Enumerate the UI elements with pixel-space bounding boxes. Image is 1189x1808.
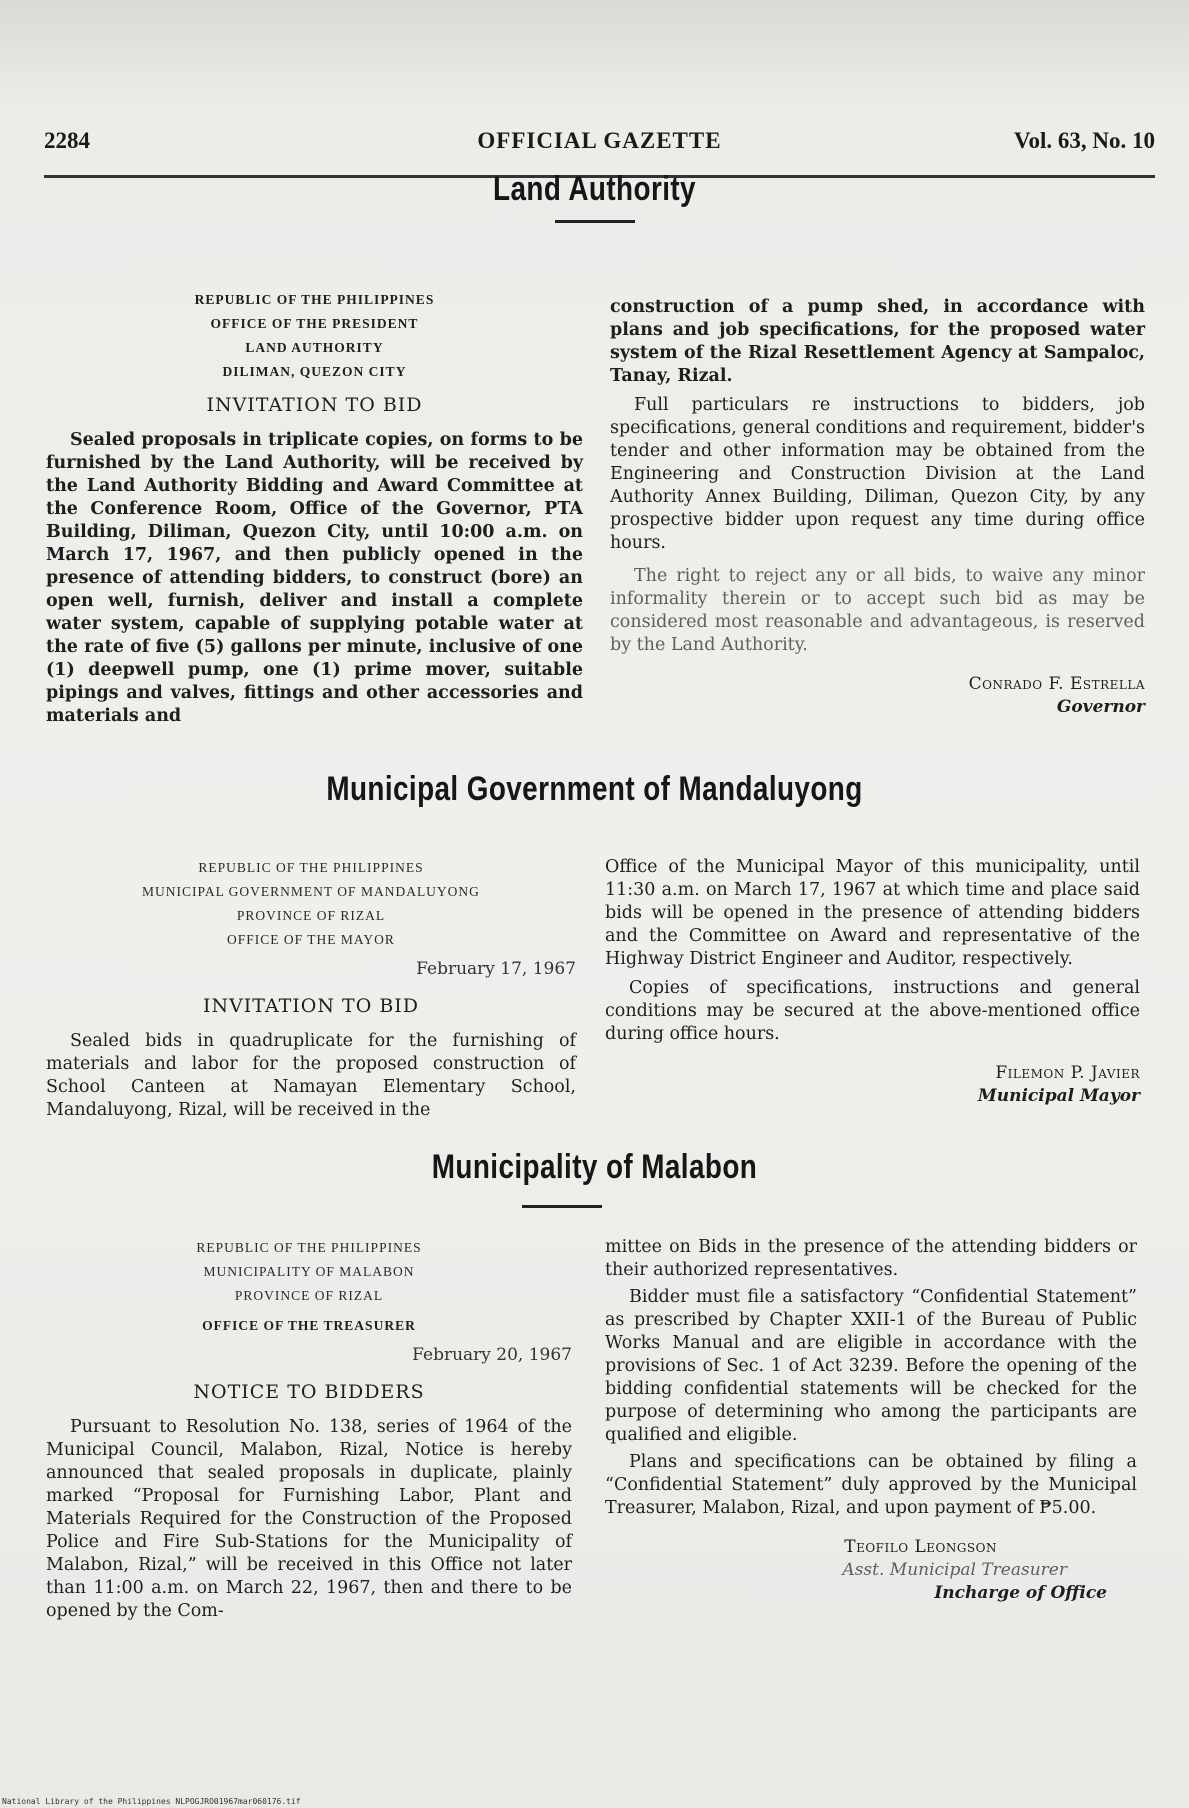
issuer-line: REPUBLIC OF THE PHILIPPINES: [194, 292, 435, 307]
notice-paragraph: Sealed proposals in triplicate copies, on forms to be furnished by the Land Authority, will be received by the Land Authority Bidding and Award Committee at the Conference Room, Office of the Governor, PTA Building, Diliman, Quezon City, until 10:00 a.m. on March 17, 1967, and then publicly opened in the presence of attending bidders, to construct (bore) an open well, furnish, deliver and install a complete water system, capable of supplying potable water at the rate of five (5) gallons per minute, inclusive of one (1) deepwell pump, one (1) prime mover, suitable pipings and valves, fittings and other accessories and materials and: [46, 430, 583, 726]
running-head: [44, 128, 1155, 162]
signatory-name: Conrado F. Estrella: [968, 674, 1145, 694]
issuer-line: DILIMAN, QUEZON CITY: [222, 364, 407, 379]
notice-paragraph: mittee on Bids in the presence of the attending bidders or their authorized representatives.: [605, 1237, 1137, 1280]
mandaluyong-title: Municipal Government of Mandaluyong: [326, 770, 863, 808]
land-authority-left-column: [46, 288, 583, 728]
issuer-line: REPUBLIC OF THE PHILIPPINES: [198, 860, 424, 875]
notice-paragraph: Sealed bids in quadruplicate for the furnishing of materials and labor for the proposed construction of School Canteen at Namayan Elementary School, Mandaluyong, Rizal, will be received in the: [46, 1031, 576, 1120]
notice-title: INVITATION TO BID: [202, 995, 420, 1017]
signatory-title: Governor: [1056, 697, 1145, 717]
issuer-line: OFFICE OF THE MAYOR: [227, 932, 395, 947]
issuer-line: OFFICE OF THE PRESIDENT: [210, 316, 419, 331]
issuer-line: MUNICIPAL GOVERNMENT OF MANDALUYONG: [142, 884, 480, 899]
scan-footer: National Library of the Philippines NLPOGJRO01967mar060176.tif: [2, 1797, 301, 1806]
volume-number: Vol. 63, No. 10: [1014, 128, 1155, 153]
land-authority-right-column: [610, 296, 1145, 719]
signatory-title: Municipal Mayor: [977, 1086, 1140, 1106]
page-number: 2284: [44, 128, 90, 153]
notice-paragraph: Full particulars re instructions to bidders, job specifications, general conditions and requirement, bidder's tender and other information may be obtained from the Engineering and Construction Division at the Land Authority Annex Building, Diliman, Quezon City, by any prospective bidder upon request any time during office hours.: [610, 395, 1145, 553]
signatory-title: Asst. Municipal Treasurer: [842, 1560, 1067, 1580]
notice-paragraph: Plans and specifications can be obtained by filing a “Confidential Statement” duly approved by the Municipal Treasurer, Malabon, Rizal, and upon payment of ₱5.00.: [605, 1452, 1137, 1518]
section-divider: [522, 1205, 602, 1208]
publication-title: OFFICIAL GAZETTE: [477, 128, 722, 153]
section-divider: [555, 220, 635, 223]
malabon-right-column: [605, 1236, 1137, 1605]
signatory-name: Filemon P. Javier: [995, 1063, 1140, 1083]
issuer-line: REPUBLIC OF THE PHILIPPINES: [196, 1240, 422, 1255]
notice-paragraph: Bidder must file a satisfactory “Confidential Statement” as prescribed by Chapter XXII-1 of the Bureau of Public Works Manual and are eligible in accordance with the provisions of Sec. 1 of Act 3239. Before the opening of the bidding confidential statements will be checked for the purpose of determining who among the participants are qualified and eligible.: [605, 1287, 1137, 1445]
issuer-line: MUNICIPALITY OF MALABON: [203, 1264, 415, 1279]
malabon-left-column: [46, 1236, 572, 1623]
notice-paragraph: Pursuant to Resolution No. 138, series of 1964 of the Municipal Council, Malabon, Rizal, Notice is hereby announced that sealed proposals in duplicate, plainly marked “Proposal for Furnishing Labor, Plant and Materials Required for the Construction of the Proposed Police and Fire Sub-Stations for the Municipality of Malabon, Rizal,” will be received in this Office not later than 11:00 a.m. on March 22, 1967, then and there to be opened by the Com-: [46, 1417, 572, 1621]
notice-title: INVITATION TO BID: [206, 394, 423, 416]
notice-paragraph: Office of the Municipal Mayor of this municipality, until 11:30 a.m. on March 17, 1967 at which time and place said bids will be opened in the presence of attending bidders and the Committee on Award and representative of the Highway District Engineer and Auditor, respectively.: [605, 857, 1140, 969]
signatory-title: Incharge of Office: [934, 1583, 1107, 1603]
notice-paragraph: The right to reject any or all bids, to waive any minor informality therein or to accept such bid as may be considered most reasonable and advantageous, is reserved by the Land Authority.: [610, 566, 1145, 655]
issuer-office: OFFICE OF THE TREASURER: [202, 1318, 416, 1333]
notice-title: NOTICE TO BIDDERS: [193, 1381, 425, 1403]
notice-date: February 20, 1967: [412, 1345, 572, 1365]
issuer-line: LAND AUTHORITY: [245, 340, 384, 355]
signatory-name: Teofilo Leongson: [844, 1537, 997, 1557]
notice-paragraph: construction of a pump shed, in accordance with plans and job specifications, for the proposed water system of the Rizal Resettlement Agency at Sampaloc, Tanay, Rizal.: [610, 297, 1145, 386]
mandaluyong-right-column: [605, 856, 1140, 1108]
mandaluyong-left-column: [46, 856, 576, 1122]
issuer-line: PROVINCE OF RIZAL: [236, 908, 386, 923]
notice-date: February 17, 1967: [416, 959, 576, 979]
land-authority-title: Land Authority: [493, 170, 696, 208]
issuer-line: PROVINCE OF RIZAL: [234, 1288, 384, 1303]
malabon-title: Municipality of Malabon: [431, 1148, 758, 1186]
notice-paragraph: Copies of specifications, instructions and general conditions may be secured at the above-mentioned office during office hours.: [605, 978, 1140, 1044]
